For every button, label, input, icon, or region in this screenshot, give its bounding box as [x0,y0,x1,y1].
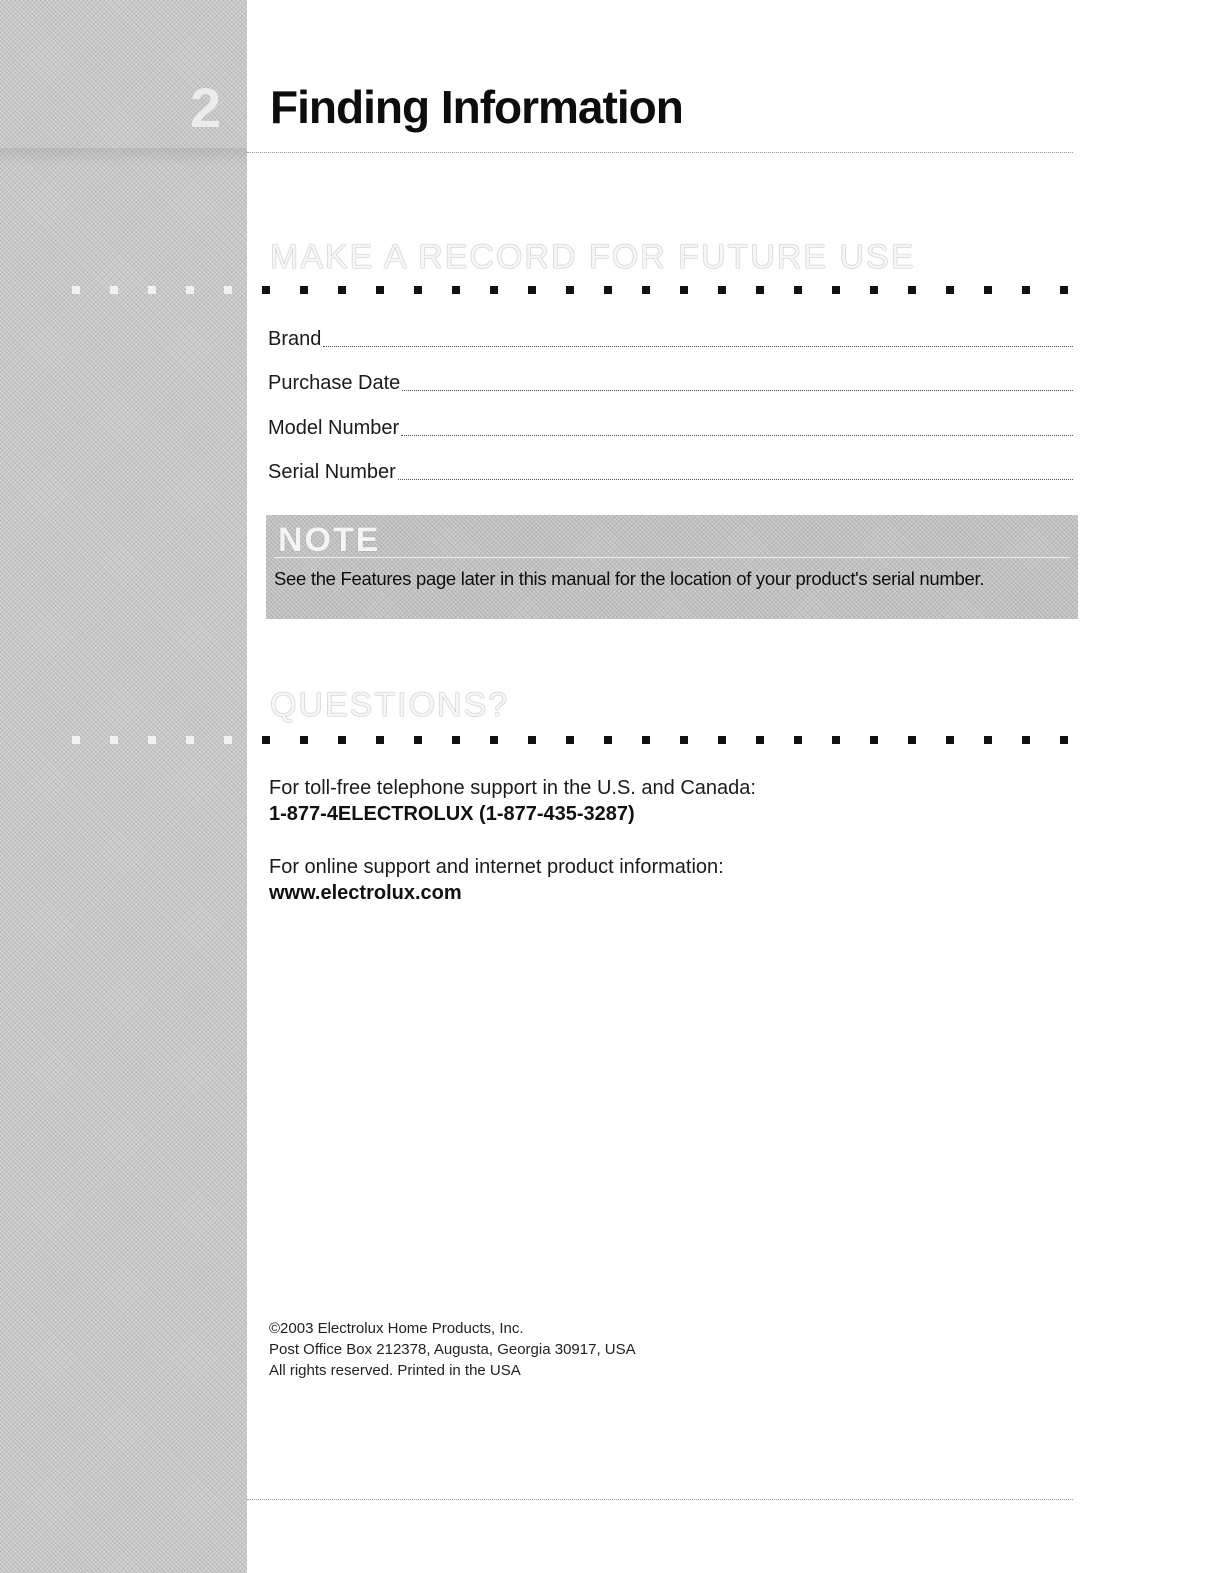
model-number-field-line[interactable] [401,435,1073,436]
brand-field-row[interactable] [268,328,1073,351]
divider-dot [528,736,536,744]
purchase-date-field-row[interactable] [268,372,1073,395]
divider-dot [1022,736,1030,744]
divider-dot [528,286,536,294]
divider-dot [262,736,270,744]
divider-dot [832,286,840,294]
note-divider [274,557,1070,558]
side-band [0,0,247,1573]
footer-block [269,1318,636,1381]
divider-dot [376,286,384,294]
questions-section-dot-divider [0,736,1080,744]
model-number-field-label: Model Number [268,417,400,439]
divider-dot [1060,286,1068,294]
divider-dot [414,736,422,744]
divider-dot [946,286,954,294]
divider-dot [680,286,688,294]
brand-field-line[interactable] [323,346,1073,347]
divider-dot [908,736,916,744]
divider-dot [718,736,726,744]
bottom-divider [247,1499,1073,1500]
phone-support-intro: For toll-free telephone support in the U.S. and Canada: [269,777,756,799]
divider-dot [680,736,688,744]
brand-field-label: Brand [268,328,322,350]
divider-dot [452,286,460,294]
divider-dot [908,286,916,294]
serial-number-field-row[interactable] [268,461,1073,484]
divider-dot [832,736,840,744]
note-box [266,515,1078,619]
serial-number-field-line[interactable] [398,479,1073,480]
page-title: Finding Information [270,81,683,133]
title-divider [247,152,1073,153]
divider-dot [870,286,878,294]
divider-dot-light [224,736,232,744]
divider-dot [642,736,650,744]
rights-line: All rights reserved. Printed in the USA [269,1362,521,1379]
divider-dot [794,736,802,744]
divider-dot [490,736,498,744]
record-section-heading: MAKE A RECORD FOR FUTURE USE [270,238,916,276]
divider-dot [794,286,802,294]
divider-dot [1060,736,1068,744]
copyright-line: ©2003 Electrolux Home Products, Inc. [269,1320,524,1337]
purchase-date-field-line[interactable] [402,390,1073,391]
divider-dot [1022,286,1030,294]
divider-dot [300,286,308,294]
divider-dot [262,286,270,294]
side-band-shadow [0,148,247,166]
divider-dot [946,736,954,744]
address-line: Post Office Box 212378, Augusta, Georgia 30917, USA [269,1341,636,1358]
divider-dot-light [72,286,80,294]
divider-dot-light [186,736,194,744]
divider-dot-light [148,286,156,294]
website-link[interactable]: www.electrolux.com [269,882,462,904]
divider-dot [566,736,574,744]
questions-section-heading: QUESTIONS? [270,686,510,724]
purchase-date-field-label: Purchase Date [268,372,401,394]
divider-dot [604,286,612,294]
divider-dot [604,736,612,744]
divider-dot [376,736,384,744]
divider-dot [984,736,992,744]
divider-dot-light [186,286,194,294]
divider-dot [338,736,346,744]
record-section-dot-divider [0,286,1080,294]
note-text: See the Features page later in this manual for the location of your product's serial number. [274,568,985,589]
divider-dot [566,286,574,294]
divider-dot-light [224,286,232,294]
phone-support-number[interactable]: 1-877-4ELECTROLUX (1-877-435-3287) [269,803,635,825]
model-number-field-row[interactable] [268,417,1073,440]
divider-dot [642,286,650,294]
divider-dot-light [110,286,118,294]
divider-dot [756,736,764,744]
divider-dot [984,286,992,294]
divider-dot [756,286,764,294]
online-support-intro: For online support and internet product information: [269,856,724,878]
note-title: NOTE [278,521,381,559]
divider-dot [870,736,878,744]
divider-dot [452,736,460,744]
divider-dot [338,286,346,294]
divider-dot [300,736,308,744]
divider-dot-light [72,736,80,744]
divider-dot-light [110,736,118,744]
divider-dot [718,286,726,294]
serial-number-field-label: Serial Number [268,461,396,483]
divider-dot-light [148,736,156,744]
divider-dot [414,286,422,294]
divider-dot [490,286,498,294]
chapter-number: 2 [190,76,222,139]
